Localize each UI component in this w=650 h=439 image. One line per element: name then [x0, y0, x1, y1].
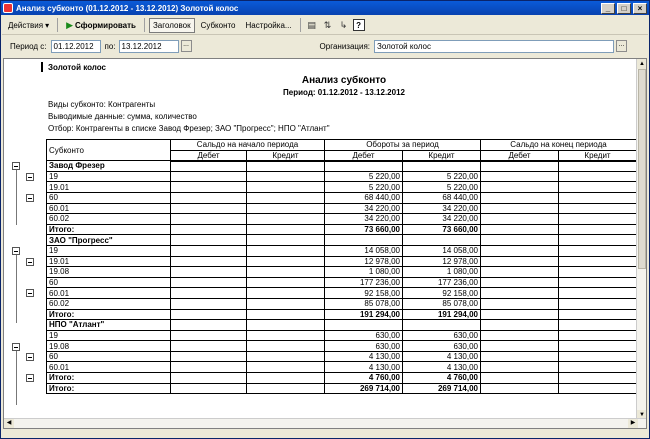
cell-od [171, 288, 247, 299]
report-title: Анализ субконто [301, 75, 387, 86]
cell-td: 630,00 [325, 341, 403, 352]
period-from-input[interactable]: 01.12.2012 [51, 40, 101, 53]
cell-subconto: 19 [47, 245, 171, 256]
table-row[interactable] [47, 203, 637, 214]
close-button[interactable]: × [633, 3, 647, 14]
cell-cd [481, 341, 559, 352]
header-turnover: Обороты за период [325, 140, 481, 151]
header-debit: Дебет [325, 150, 403, 161]
collapse-icon[interactable] [26, 173, 34, 181]
cell-subconto: 60 [47, 277, 171, 288]
cell-td: 34 220,00 [325, 214, 403, 225]
cell-cc [559, 161, 637, 172]
cell-cc [559, 245, 637, 256]
cell-oc [247, 341, 325, 352]
cell-tc: 92 158,00 [403, 288, 481, 299]
cell-subconto: 60.01 [47, 203, 171, 214]
cell-tc [403, 235, 481, 246]
cell-od [171, 161, 247, 172]
period-from-label: Период с: [10, 41, 47, 51]
cell-od [171, 362, 247, 373]
organization-input[interactable]: Золотой колос [374, 40, 614, 53]
cell-subconto: Итого: [47, 224, 171, 235]
report-output-data: Выводимые данные: сумма, количество [48, 112, 197, 121]
cell-subconto: 19.01 [47, 182, 171, 193]
decode-icon[interactable]: ↳ [339, 19, 348, 30]
cell-oc [247, 298, 325, 309]
total-row[interactable] [47, 309, 637, 320]
cell-subconto: 60 [47, 192, 171, 203]
cell-td: 4 130,00 [325, 351, 403, 362]
header-closing-balance: Сальдо на конец периода [481, 140, 637, 151]
cell-td [325, 161, 403, 172]
cell-tc: 630,00 [403, 330, 481, 341]
collapse-icon[interactable] [12, 343, 20, 351]
cell-od [171, 235, 247, 246]
cell-td: 68 440,00 [325, 192, 403, 203]
cell-oc [247, 235, 325, 246]
cell-cd [481, 288, 559, 299]
cell-cc [559, 235, 637, 246]
table-row[interactable] [47, 214, 637, 225]
table-row[interactable] [47, 171, 637, 182]
cell-subconto: Итого: [47, 383, 171, 394]
cell-oc [247, 320, 325, 331]
cell-td: 191 294,00 [325, 309, 403, 320]
cell-od [171, 214, 247, 225]
group-row[interactable] [47, 320, 637, 331]
cell-cd [481, 383, 559, 394]
table-row[interactable] [47, 267, 637, 278]
toolbar-separator [300, 18, 301, 32]
cell-subconto: 19.08 [47, 341, 171, 352]
organization-select-button[interactable]: ... [616, 40, 627, 52]
toolbar-separator [57, 18, 58, 32]
report-selection: Отбор: Контрагенты в списке Завод Фрезер; ЗАО "Прогресс"; НПО "Атлант" [48, 124, 330, 133]
cell-oc [247, 203, 325, 214]
cell-cc [559, 203, 637, 214]
collapse-icon[interactable] [26, 289, 34, 297]
cell-cc [559, 214, 637, 225]
cell-od [171, 341, 247, 352]
cell-od [171, 192, 247, 203]
cell-cd [481, 373, 559, 384]
period-select-button[interactable]: ... [181, 40, 192, 52]
cell-td: 269 714,00 [325, 383, 403, 394]
cell-subconto: НПО "Атлант" [47, 320, 171, 331]
cell-oc [247, 171, 325, 182]
table-row[interactable] [47, 330, 637, 341]
report-sheet[interactable] [3, 58, 647, 429]
header-toggle-button[interactable]: Заголовок [149, 18, 195, 33]
total-row[interactable] [47, 373, 637, 384]
settings-button[interactable]: Настройка... [245, 20, 292, 30]
cell-tc: 68 440,00 [403, 192, 481, 203]
group-row[interactable] [47, 235, 637, 246]
report-table [46, 139, 637, 394]
cell-cc [559, 383, 637, 394]
cell-cc [559, 298, 637, 309]
collapse-icon[interactable] [12, 247, 20, 255]
cell-oc [247, 214, 325, 225]
cell-oc [247, 383, 325, 394]
period-to-label: по: [104, 41, 116, 51]
filter-row [2, 37, 648, 55]
collapse-icon[interactable] [26, 353, 34, 361]
cell-oc [247, 256, 325, 267]
table-row[interactable] [47, 351, 637, 362]
cell-cc [559, 171, 637, 182]
cell-oc [247, 182, 325, 193]
period-to-input[interactable]: 13.12.2012 [119, 40, 179, 53]
transfer-icon[interactable]: ⇅ [323, 19, 332, 30]
cell-td [325, 320, 403, 331]
cell-subconto: 19.08 [47, 267, 171, 278]
header-opening-balance: Сальдо на начало периода [171, 140, 325, 151]
cell-td: 5 220,00 [325, 171, 403, 182]
cell-tc: 1 080,00 [403, 267, 481, 278]
cell-cd [481, 298, 559, 309]
cell-td: 34 220,00 [325, 203, 403, 214]
cell-subconto: ЗАО "Прогресс" [47, 235, 171, 246]
cell-cd [481, 161, 559, 172]
cell-cc [559, 224, 637, 235]
minimize-button[interactable]: _ [601, 3, 615, 14]
collapse-icon[interactable] [26, 258, 34, 266]
cell-cd [481, 171, 559, 182]
cell-cd [481, 192, 559, 203]
cell-cd [481, 362, 559, 373]
cell-od [171, 245, 247, 256]
cell-td: 12 978,00 [325, 256, 403, 267]
cell-cd [481, 320, 559, 331]
table-row[interactable] [47, 192, 637, 203]
cell-td: 177 236,00 [325, 277, 403, 288]
cell-tc: 191 294,00 [403, 309, 481, 320]
cell-tc: 12 978,00 [403, 256, 481, 267]
cell-cd [481, 214, 559, 225]
cell-tc: 34 220,00 [403, 203, 481, 214]
header-credit: Кредит [403, 150, 481, 161]
cell-td: 630,00 [325, 330, 403, 341]
cell-subconto: Итого: [47, 309, 171, 320]
cell-oc [247, 351, 325, 362]
cell-oc [247, 192, 325, 203]
report-period: Период: 01.12.2012 - 13.12.2012 [283, 88, 405, 97]
cell-cc [559, 256, 637, 267]
cell-od [171, 224, 247, 235]
scroll-thumb[interactable] [638, 69, 646, 269]
scroll-down-icon[interactable]: ▼ [637, 410, 647, 420]
cell-cc [559, 288, 637, 299]
cell-subconto: 19.01 [47, 256, 171, 267]
generate-label: Сформировать [75, 20, 136, 30]
cell-cd [481, 245, 559, 256]
actions-label: Действия [8, 20, 44, 30]
cell-tc [403, 161, 481, 172]
cell-cc [559, 341, 637, 352]
table-row[interactable] [47, 341, 637, 352]
cell-od [171, 267, 247, 278]
vertical-scrollbar[interactable] [636, 59, 646, 420]
cell-td: 73 660,00 [325, 224, 403, 235]
cell-od [171, 373, 247, 384]
collapse-icon[interactable] [26, 194, 34, 202]
cell-td [325, 235, 403, 246]
header-subconto: Субконто [47, 140, 171, 161]
cell-oc [247, 288, 325, 299]
report-organization: Золотой колос [48, 63, 106, 72]
subconto-button[interactable]: Субконто [200, 20, 236, 30]
window-title: Анализ субконто (01.12.2012 - 13.12.2012) Золотой колос [16, 3, 239, 13]
toolbar-separator [144, 18, 145, 32]
cell-oc [247, 309, 325, 320]
scroll-up-icon[interactable]: ▲ [637, 59, 647, 69]
cell-cd [481, 224, 559, 235]
cell-tc: 4 130,00 [403, 362, 481, 373]
cell-tc: 630,00 [403, 341, 481, 352]
cell-od [171, 330, 247, 341]
cell-subconto: 60.01 [47, 288, 171, 299]
play-icon: ▶ [66, 19, 73, 30]
cell-cc [559, 267, 637, 278]
cell-cd [481, 235, 559, 246]
organization-label: Организация: [319, 41, 371, 51]
cell-td: 4 130,00 [325, 362, 403, 373]
cell-oc [247, 373, 325, 384]
cell-cc [559, 362, 637, 373]
copy-icon[interactable]: ▤ [307, 19, 316, 30]
cell-cd [481, 203, 559, 214]
text-cursor [41, 62, 43, 72]
header-credit: Кредит [559, 150, 637, 161]
table-row[interactable] [47, 298, 637, 309]
table-row[interactable] [47, 277, 637, 288]
cell-tc: 5 220,00 [403, 171, 481, 182]
horizontal-scrollbar[interactable] [4, 418, 647, 428]
cell-cc [559, 309, 637, 320]
cell-cc [559, 192, 637, 203]
cell-oc [247, 161, 325, 172]
cell-od [171, 171, 247, 182]
cell-cc [559, 320, 637, 331]
total-row[interactable] [47, 224, 637, 235]
cell-cc [559, 277, 637, 288]
maximize-button[interactable]: □ [617, 3, 631, 14]
header-credit: Кредит [247, 150, 325, 161]
cell-tc: 269 714,00 [403, 383, 481, 394]
cell-cc [559, 330, 637, 341]
cell-subconto: 60.02 [47, 214, 171, 225]
cell-oc [247, 224, 325, 235]
cell-cc [559, 373, 637, 384]
group-row[interactable] [47, 161, 637, 172]
cell-subconto: 60.02 [47, 298, 171, 309]
grouping-tree [12, 139, 42, 429]
cell-oc [247, 362, 325, 373]
report-subconto-kinds: Виды субконто: Контрагенты [48, 100, 156, 109]
cell-od [171, 383, 247, 394]
cell-cc [559, 182, 637, 193]
chevron-down-icon: ▾ [45, 20, 50, 30]
cell-td: 85 078,00 [325, 298, 403, 309]
table-row[interactable] [47, 245, 637, 256]
cell-td: 5 220,00 [325, 182, 403, 193]
cell-tc: 5 220,00 [403, 182, 481, 193]
actions-menu-button[interactable] [4, 18, 53, 33]
table-row[interactable] [47, 288, 637, 299]
table-row[interactable] [47, 182, 637, 193]
cell-cd [481, 256, 559, 267]
cell-td: 92 158,00 [325, 288, 403, 299]
header-debit: Дебет [171, 150, 247, 161]
cell-cc [559, 351, 637, 362]
table-row[interactable] [47, 362, 637, 373]
cell-subconto: 19 [47, 330, 171, 341]
cell-subconto: 19 [47, 171, 171, 182]
cell-tc: 85 078,00 [403, 298, 481, 309]
cell-od [171, 256, 247, 267]
cell-od [171, 277, 247, 288]
cell-cd [481, 267, 559, 278]
cell-cd [481, 351, 559, 362]
cell-subconto: 60.01 [47, 362, 171, 373]
cell-subconto: Завод Фрезер [47, 161, 171, 172]
app-icon [3, 3, 13, 13]
cell-oc [247, 267, 325, 278]
cell-tc: 177 236,00 [403, 277, 481, 288]
cell-od [171, 182, 247, 193]
cell-od [171, 309, 247, 320]
cell-td: 4 760,00 [325, 373, 403, 384]
cell-od [171, 203, 247, 214]
cell-cd [481, 277, 559, 288]
collapse-icon[interactable] [12, 162, 20, 170]
cell-oc [247, 245, 325, 256]
cell-cd [481, 309, 559, 320]
header-debit: Дебет [481, 150, 559, 161]
toolbar [2, 16, 648, 35]
cell-od [171, 320, 247, 331]
scroll-right-icon[interactable]: ▶ [628, 419, 638, 428]
cell-subconto: 60 [47, 351, 171, 362]
cell-cd [481, 330, 559, 341]
cell-oc [247, 277, 325, 288]
cell-tc: 34 220,00 [403, 214, 481, 225]
generate-button[interactable] [62, 18, 140, 33]
cell-tc [403, 320, 481, 331]
cell-subconto: Итого: [47, 373, 171, 384]
table-row[interactable] [47, 256, 637, 267]
title-bar[interactable] [1, 1, 649, 15]
cell-tc: 73 660,00 [403, 224, 481, 235]
cell-td: 14 058,00 [325, 245, 403, 256]
total-row[interactable] [47, 383, 637, 394]
collapse-icon[interactable] [26, 374, 34, 382]
cell-td: 1 080,00 [325, 267, 403, 278]
cell-oc [247, 330, 325, 341]
cell-cd [481, 182, 559, 193]
scroll-left-icon[interactable]: ◀ [4, 419, 14, 428]
cell-od [171, 298, 247, 309]
cell-tc: 4 130,00 [403, 351, 481, 362]
cell-tc: 4 760,00 [403, 373, 481, 384]
help-button[interactable]: ? [353, 19, 365, 31]
table-header-row [47, 140, 637, 151]
cell-tc: 14 058,00 [403, 245, 481, 256]
cell-od [171, 351, 247, 362]
